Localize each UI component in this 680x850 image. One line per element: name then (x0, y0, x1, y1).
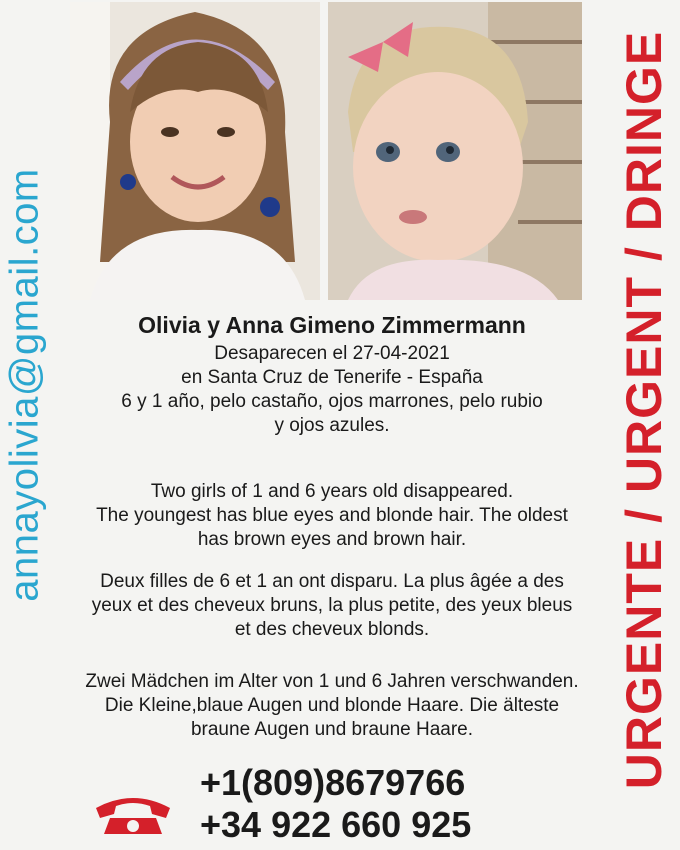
german-description (52, 670, 612, 742)
urgent-text: URGENTE / URGENT / DRINGE (616, 30, 672, 790)
spanish-line: 6 y 1 año, pelo castaño, ojos marrones, pelo rubio (121, 391, 543, 412)
spanish-line: en Santa Cruz de Tenerife - España (181, 367, 483, 388)
french-description (52, 570, 612, 642)
english-line: Two girls of 1 and 6 years old disappeared. (150, 481, 514, 502)
english-line: The youngest has blue eyes and blonde hair. The oldest (96, 505, 568, 526)
french-line: yeux et des cheveux bruns, la plus petite, des yeux bleus (91, 595, 573, 616)
spanish-description (52, 342, 612, 438)
contact-email: annayolivia@gmail.com (2, 168, 47, 602)
french-line: et des cheveux blonds. (234, 619, 430, 640)
phone-numbers (200, 762, 471, 846)
missing-names: Olivia y Anna Gimeno Zimmermann (138, 312, 526, 338)
photo-olivia (70, 2, 320, 300)
english-line: has brown eyes and brown hair. (197, 529, 467, 550)
english-description (52, 480, 612, 552)
urgent-banner-vertical (614, 0, 674, 820)
phone-number[interactable]: +34 922 660 925 (200, 804, 472, 845)
german-line: Zwei Mädchen im Alter von 1 und 6 Jahren verschwanden. (85, 671, 579, 692)
photo-anna (328, 2, 582, 300)
german-line: Die Kleine,blaue Augen und blonde Haare. Die älteste (104, 695, 560, 716)
german-line: braune Augen und braune Haare. (190, 719, 474, 740)
phone-number[interactable]: +1(809)8679766 (200, 762, 466, 803)
spanish-line: y ojos azules. (274, 415, 390, 436)
spanish-line: Desaparecen el 27-04-2021 (214, 343, 450, 364)
contact-email-vertical (2, 85, 48, 685)
french-line: Deux filles de 6 et 1 an ont disparu. La plus âgée a des (100, 571, 564, 592)
telephone-icon (92, 792, 174, 836)
